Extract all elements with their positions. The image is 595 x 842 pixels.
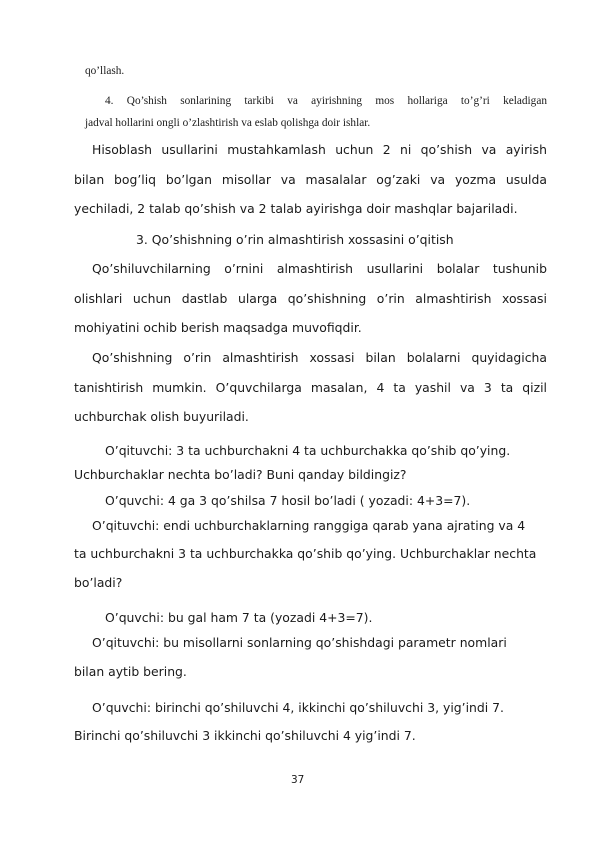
- word: ta: [393, 380, 406, 395]
- word: almashtirish: [415, 291, 492, 306]
- word: mos: [375, 95, 395, 107]
- text-line: yechiladi, 2 talab qo’shish va 2 talab ayirishga doir mashqlar bajariladi.: [74, 201, 518, 216]
- justified-line: [105, 95, 547, 107]
- word: hollariga: [407, 95, 448, 107]
- word: usullarini: [366, 261, 424, 276]
- justified-line: [92, 142, 547, 157]
- word: masalan,: [310, 380, 368, 395]
- word: o’rin: [183, 350, 212, 365]
- word: O’quvchilarga: [215, 380, 302, 395]
- justified-line: [92, 261, 547, 276]
- word: ularga: [237, 291, 278, 306]
- word: o’rnini: [224, 261, 264, 276]
- text-line: uchburchak olish buyuriladi.: [74, 409, 249, 424]
- word: bo’lgan: [165, 172, 212, 187]
- word: tanishtirish: [74, 380, 144, 395]
- word: va: [459, 380, 475, 395]
- word: bolalar: [436, 261, 480, 276]
- dialog-line: O’quvchi: bu gal ham 7 ta (yozadi 4+3=7).: [105, 610, 373, 625]
- word: va: [287, 95, 298, 107]
- justified-line: [74, 172, 547, 187]
- word: qizil: [522, 380, 547, 395]
- word: yozma: [454, 172, 497, 187]
- word: yashil: [414, 380, 451, 395]
- word: va: [430, 172, 446, 187]
- page-number: 37: [291, 774, 305, 786]
- text-line: jadval hollarini ongli o’zlashtirish va eslab qolishga doir ishlar.: [85, 117, 371, 129]
- justified-line: [92, 350, 547, 365]
- word: qo’shish: [420, 142, 473, 157]
- word: misollar: [221, 172, 271, 187]
- word: ta: [500, 380, 514, 395]
- dialog-line: O’qituvchi: 3 ta uchburchakni 4 ta uchburchakka qo’shib qo’ying.: [105, 443, 511, 458]
- word: mumkin.: [152, 380, 207, 395]
- word: 2: [382, 142, 391, 157]
- dialog-line: O’qituvchi: bu misollarni sonlarning qo’shishdagi parametr nomlari: [92, 635, 507, 650]
- dialog-line: Birinchi qo’shiluvchi 3 ikkinchi qo’shiluvchi 4 yig’indi 7.: [74, 728, 416, 743]
- word: Qo’shishning: [92, 350, 173, 365]
- justified-line: [74, 291, 547, 306]
- section-heading: 3. Qo’shishning o’rin almashtirish xossasini o’qitish: [136, 232, 454, 247]
- word: xossasi: [309, 350, 355, 365]
- dialog-line: bilan aytib bering.: [74, 664, 187, 679]
- word: bilan: [365, 350, 396, 365]
- word: masalalar: [305, 172, 367, 187]
- word: o’rin: [376, 291, 405, 306]
- word: dastlab: [181, 291, 228, 306]
- word: almashtirish: [222, 350, 299, 365]
- word: bog’liq: [114, 172, 157, 187]
- word: 4: [376, 380, 385, 395]
- justified-line: [74, 380, 547, 395]
- word: usullarini: [161, 142, 218, 157]
- dialog-line: O’quvchi: 4 ga 3 qo’shilsa 7 hosil bo’ladi ( yozadi: 4+3=7).: [105, 493, 471, 508]
- word: bolalarni: [406, 350, 461, 365]
- word: ni: [400, 142, 412, 157]
- word: sonlarining: [180, 95, 232, 107]
- word: olishlari: [74, 291, 123, 306]
- word: Qo’shish: [126, 95, 167, 107]
- word: usulda: [505, 172, 547, 187]
- text-line: qo’llash.: [85, 65, 125, 77]
- dialog-line: Uchburchaklar nechta bo’ladi? Buni qanday bildingiz?: [74, 467, 407, 482]
- word: quyidagicha: [471, 350, 547, 365]
- word: Hisoblash: [92, 142, 153, 157]
- word: ayirishning: [311, 95, 363, 107]
- dialog-line: O’qituvchi: endi uchburchaklarning ranggiga qarab yana ajrating va 4: [92, 518, 526, 533]
- word: 3: [483, 380, 492, 395]
- word: 4.: [105, 95, 114, 107]
- word: uchun: [132, 291, 172, 306]
- word: keladigan: [503, 95, 547, 107]
- dialog-line: bo’ladi?: [74, 575, 123, 590]
- word: qo’shishning: [287, 291, 367, 306]
- word: ayirish: [505, 142, 547, 157]
- word: tushunib: [492, 261, 547, 276]
- word: almashtirish: [276, 261, 354, 276]
- word: og’zaki: [376, 172, 421, 187]
- dialog-line: O’quvchi: birinchi qo’shiluvchi 4, ikkinchi qo’shiluvchi 3, yig’indi 7.: [92, 700, 504, 715]
- dialog-line: ta uchburchakni 3 ta uchburchakka qo’shib qo’ying. Uchburchaklar nechta: [74, 546, 537, 561]
- word: xossasi: [502, 291, 547, 306]
- word: va: [280, 172, 296, 187]
- word: uchun: [335, 142, 374, 157]
- text-line: mohiyatini ochib berish maqsadga muvofiqdir.: [74, 320, 362, 335]
- word: to’g’ri: [460, 95, 490, 107]
- word: mustahkamlash: [227, 142, 326, 157]
- word: Qo’shiluvchilarning: [92, 261, 211, 276]
- word: bilan: [74, 172, 105, 187]
- word: va: [481, 142, 497, 157]
- word: tarkibi: [244, 95, 274, 107]
